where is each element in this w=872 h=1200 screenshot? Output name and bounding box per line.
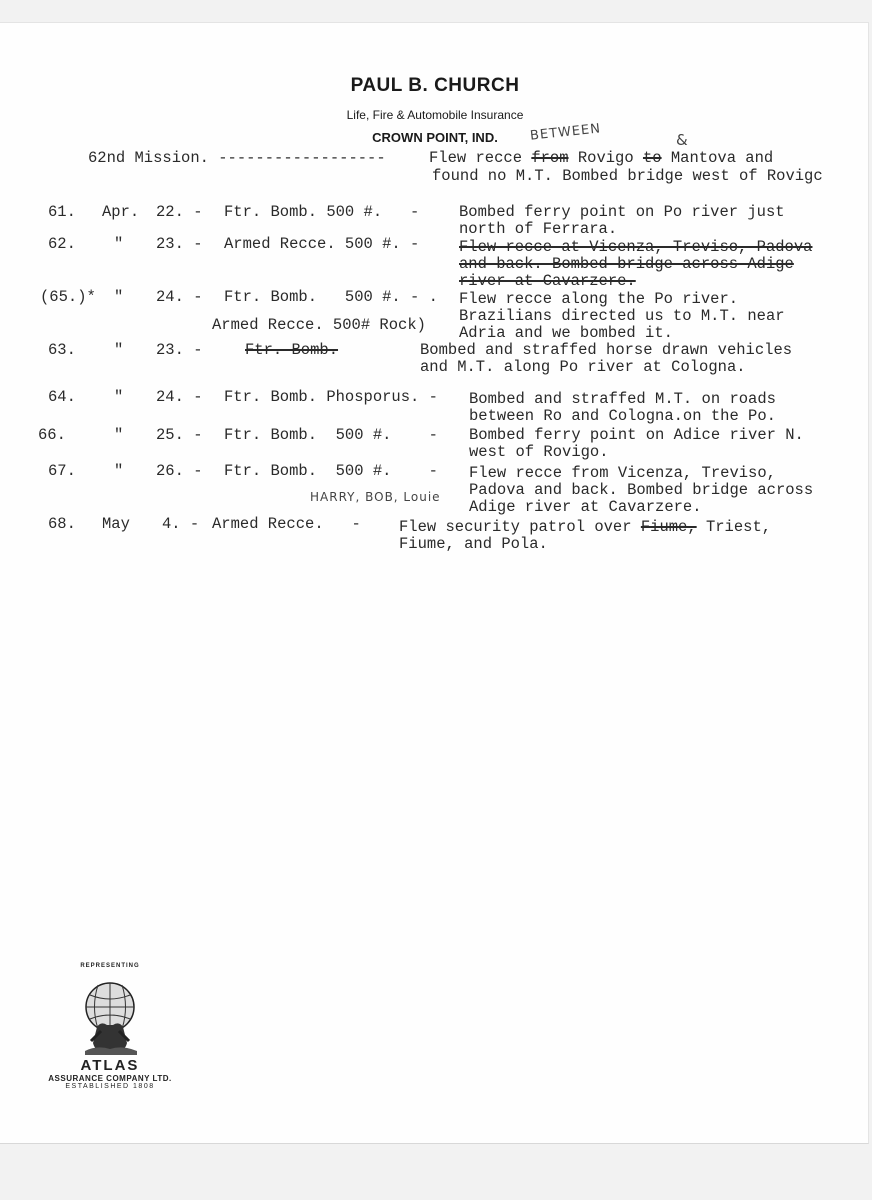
entry-61-desc-line2: north of Ferrara. xyxy=(459,220,618,238)
mission-62-desc-line2: found no M.T. Bombed bridge west of Rovigc xyxy=(432,167,823,185)
entry-62-type: Armed Recce. 500 #. - xyxy=(224,235,420,253)
entry-67-desc-line3: Adige river at Cavarzere. xyxy=(469,498,702,516)
atlas-established: ESTABLISHED 1808 xyxy=(65,1083,155,1090)
atlas-brand-name: ATLAS xyxy=(80,1057,140,1074)
entry-65-type: Ftr. Bomb. 500 #. - . xyxy=(224,288,438,306)
entry-66-desc-line1: Bombed ferry point on Adice river N. xyxy=(469,426,804,444)
entry-66-month: " xyxy=(114,426,124,444)
entry-65-desc-line3: Adria and we bombed it. xyxy=(459,324,673,342)
atlas-company-name: ASSURANCE COMPANY LTD. xyxy=(48,1074,172,1083)
entry-61-month: Apr. xyxy=(102,203,140,221)
entry-65-desc-line1: Flew recce along the Po river. xyxy=(459,290,739,308)
atlas-globe-icon xyxy=(67,971,153,1057)
letterhead-city: CROWN POINT, IND. xyxy=(372,130,498,145)
entry-63-month: " xyxy=(114,341,124,359)
entry-62-desc-line1: Flew recce at Vicenza, Treviso, Padova xyxy=(459,238,813,256)
handwritten-between: BETWEEN xyxy=(529,121,602,144)
entry-64-desc-line2: between Ro and Cologna.on the Po. xyxy=(469,407,776,425)
entry-62-date: 23. - xyxy=(156,235,203,253)
atlas-logo-block xyxy=(40,963,180,1090)
entry-63-desc-line1: Bombed and straffed horse drawn vehicles xyxy=(420,341,793,359)
entry-64-desc-line1: Bombed and straffed M.T. on roads xyxy=(469,390,776,408)
entry-66-desc-line2: west of Rovigo. xyxy=(469,443,609,461)
entry-63-type: Ftr. Bomb. xyxy=(245,341,339,359)
entry-62-month: " xyxy=(114,235,124,253)
representing-label: REPRESENTING xyxy=(80,963,140,969)
entry-68-type: Armed Recce. - xyxy=(212,515,361,533)
entry-67-month: " xyxy=(114,462,124,480)
entry-62-number: 62. xyxy=(48,235,76,253)
entry-64-type: Ftr. Bomb. Phosporus. - xyxy=(224,388,438,406)
entry-68-desc-line2: Fiume, and Pola. xyxy=(399,535,548,553)
entry-65-desc-line2: Brazilians directed us to M.T. near xyxy=(459,307,785,325)
entry-68-date: 4. - xyxy=(162,515,200,533)
entry-61-date: 22. - xyxy=(156,203,203,221)
entry-61-type: Ftr. Bomb. 500 #. - xyxy=(224,203,420,221)
entry-66-date: 25. - xyxy=(156,426,203,444)
entry-67-date: 26. - xyxy=(156,462,203,480)
entry-67-desc-line2: Padova and back. Bombed bridge across xyxy=(469,481,814,499)
mission-62-label: 62nd Mission. ------------------ xyxy=(88,149,386,167)
document-page xyxy=(0,22,869,1144)
entry-65-extra-note: Armed Recce. 500# Rock) xyxy=(212,316,426,334)
entry-65-date: 24. - xyxy=(156,288,203,306)
letterhead-name: PAUL B. CHURCH xyxy=(350,75,520,96)
entry-67-type: Ftr. Bomb. 500 #. - xyxy=(224,462,438,480)
entry-67-number: 67. xyxy=(48,462,76,480)
entry-66-type: Ftr. Bomb. 500 #. - xyxy=(224,426,438,444)
letterhead-business-line: Life, Fire & Automobile Insurance xyxy=(346,108,524,122)
entry-65-number: (65.)* xyxy=(40,288,96,306)
entry-64-month: " xyxy=(114,388,124,406)
entry-62-desc-line2: and back. Bombed bridge across Adige xyxy=(459,255,794,273)
entry-61-desc-line1: Bombed ferry point on Po river just xyxy=(459,203,785,221)
handwritten-names: HARRY, BOB, Louie xyxy=(310,490,441,504)
handwritten-ampersand: & xyxy=(676,131,689,149)
entry-68-number: 68. xyxy=(48,515,76,533)
entry-64-number: 64. xyxy=(48,388,76,406)
entry-63-desc-line2: and M.T. along Po river at Cologna. xyxy=(420,358,746,376)
entry-65-month: " xyxy=(114,288,124,306)
entry-67-desc-line1: Flew recce from Vicenza, Treviso, xyxy=(469,464,776,482)
entry-61-number: 61. xyxy=(48,203,76,221)
entry-63-number: 63. xyxy=(48,341,76,359)
entry-68-month: May xyxy=(102,515,130,533)
entry-66-number: 66. xyxy=(38,426,66,444)
entry-62-desc-line3: river at Cavarzere. xyxy=(459,272,636,290)
mission-62-desc-line1: Flew recce from Rovigo to Mantova and xyxy=(429,149,774,167)
entry-64-date: 24. - xyxy=(156,388,203,406)
entry-68-desc-line1: Flew security patrol over Fiume, Triest, xyxy=(399,518,772,536)
entry-63-date: 23. - xyxy=(156,341,203,359)
